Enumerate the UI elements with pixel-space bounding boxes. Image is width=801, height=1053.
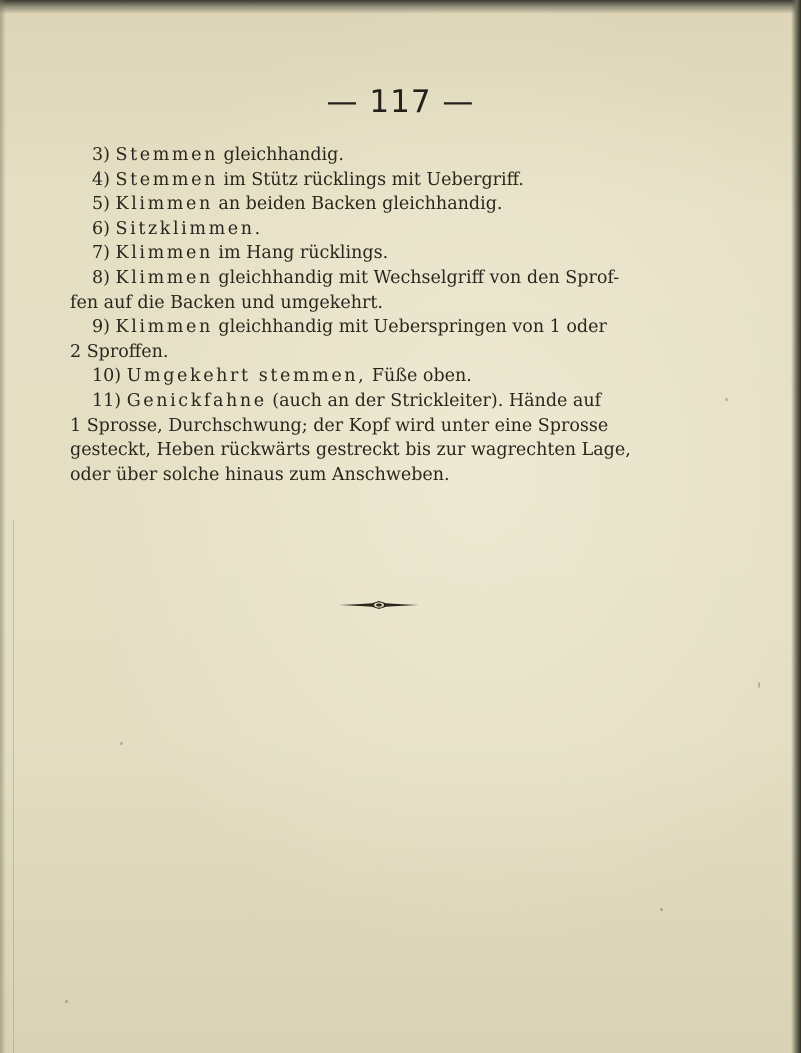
line-text: 2 Sproffen.: [70, 341, 169, 362]
exercise-name: Stemmen: [115, 169, 218, 190]
text-line: [70, 438, 738, 463]
scan-top-shadow: [0, 0, 801, 14]
text-line: [70, 340, 738, 365]
line-text: Füße oben.: [366, 366, 472, 387]
text-line: [70, 192, 738, 217]
text-line: [70, 266, 738, 291]
item-number: 11): [92, 390, 122, 411]
line-text: an beiden Backen gleichhandig.: [212, 194, 503, 215]
text-line: [70, 389, 738, 414]
item-number: 9): [92, 317, 110, 338]
text-line: [70, 414, 738, 439]
exercise-name: Genickfahne: [126, 390, 267, 411]
text-line: [70, 143, 738, 168]
exercise-name: Klimmen: [115, 317, 213, 338]
item-number: 6): [92, 218, 110, 239]
item-number: 8): [92, 267, 110, 288]
exercise-name: Klimmen: [115, 267, 213, 288]
exercise-name: Klimmen: [115, 194, 213, 215]
line-text: gesteckt, Heben rückwärts gestreckt bis zur wagrechten Lage,: [70, 440, 631, 461]
paper-speck: [120, 742, 123, 745]
line-text: im Hang rücklings.: [212, 243, 389, 264]
item-number: 10): [92, 366, 122, 387]
paper-speck: [660, 908, 663, 911]
text-line: [70, 364, 738, 389]
line-text: fen auf die Backen und umgekehrt.: [70, 292, 383, 313]
line-text: 1 Sprosse, Durchschwung; der Kopf wird unter eine Sprosse: [70, 415, 609, 436]
scan-right-shadow: [791, 0, 801, 1053]
exercise-name: Stemmen: [115, 145, 218, 165]
line-text: gleichhandig mit Ueberspringen von 1 oder: [212, 317, 607, 338]
line-text: im Stütz rücklings mit Uebergriff.: [217, 169, 524, 190]
margin-crease: [13, 520, 14, 1053]
text-line: [70, 291, 738, 316]
paper-speck: [725, 398, 728, 401]
body-text: [70, 143, 738, 487]
exercise-name: Sitzklimmen.: [115, 218, 263, 239]
item-number: 5): [92, 194, 110, 215]
exercise-name: Umgekehrt stemmen,: [126, 366, 367, 387]
text-line: [70, 315, 738, 340]
line-text: oder über solche hinaus zum Anschweben.: [70, 464, 450, 485]
line-text: gleichhandig.: [217, 145, 344, 165]
line-text: (auch an der Strickleiter). Hände auf: [266, 390, 602, 411]
text-line: [70, 168, 738, 193]
text-line: [70, 217, 738, 242]
scan-left-edge: [0, 0, 6, 1053]
line-text: gleichhandig mit Wechselgriff von den Sprof-: [212, 267, 620, 288]
paper-speck: [758, 682, 760, 688]
page-number: — 117 —: [326, 84, 475, 120]
text-line: [70, 241, 738, 266]
ornamental-rule-icon: [338, 598, 420, 612]
text-line: [70, 463, 738, 488]
item-number: 7): [92, 243, 110, 264]
item-number: 4): [92, 169, 110, 190]
exercise-name: Klimmen: [115, 243, 213, 264]
paper-speck: [65, 1000, 68, 1003]
item-number: 3): [92, 145, 110, 165]
